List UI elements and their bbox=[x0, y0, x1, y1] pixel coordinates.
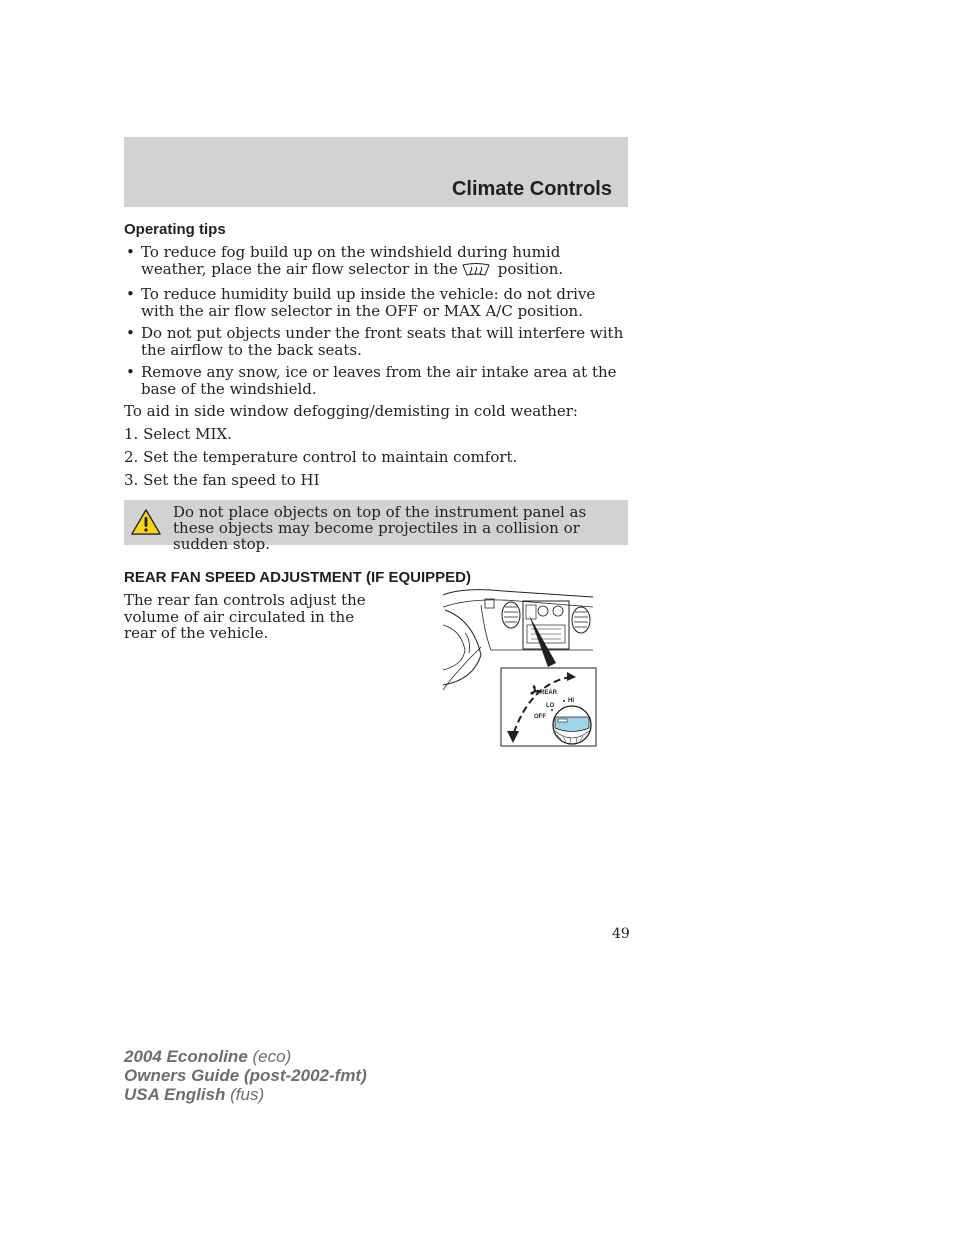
page-number: 49 bbox=[612, 926, 630, 942]
list-item: • To reduce humidity build up inside the vehicle: do not drive with the air flow selector in the OFF or MAX A/C position. bbox=[124, 286, 628, 320]
tip1-text-end: position. bbox=[497, 260, 564, 278]
lo-label: LO bbox=[546, 703, 555, 709]
warning-box bbox=[124, 500, 628, 553]
page-content bbox=[124, 221, 628, 648]
footer-language-code: (fus) bbox=[230, 1085, 265, 1104]
footer-model-code: (eco) bbox=[252, 1047, 292, 1066]
defog-intro: To aid in side window defogging/demisting in cold weather: bbox=[124, 402, 578, 420]
rear-label: REAR bbox=[540, 690, 558, 696]
footer-language: USA English bbox=[124, 1085, 226, 1104]
hi-label: HI bbox=[568, 698, 574, 704]
step-2: 2. Set the temperature control to maintain comfort. bbox=[124, 448, 518, 466]
footer-model: 2004 Econoline bbox=[124, 1047, 248, 1066]
list-item: • Do not put objects under the front seats that will interfere with the airflow to the back seats. bbox=[124, 325, 628, 359]
off-label: OFF bbox=[534, 714, 546, 720]
rear-fan-control-illustration bbox=[443, 585, 598, 750]
footer-guide: Owners Guide (post-2002-fmt) bbox=[124, 1066, 367, 1085]
tips-list bbox=[124, 244, 628, 398]
warning-text: Do not place objects on top of the instrument panel as these objects may become projectiles in a collision or sudden stop. bbox=[173, 503, 587, 553]
operating-tips-heading: Operating tips bbox=[124, 221, 226, 238]
page-title: Climate Controls bbox=[451, 178, 612, 200]
warning-triangle-icon bbox=[130, 508, 162, 540]
header-band bbox=[124, 137, 628, 207]
step-3: 3. Set the fan speed to HI bbox=[124, 471, 320, 489]
footer bbox=[124, 1047, 367, 1104]
list-item: • Remove any snow, ice or leaves from the air intake area at the base of the windshield. bbox=[124, 364, 628, 398]
tip1-text: To reduce fog build up on the windshield during humid weather, place the air flow selector in the bbox=[141, 243, 561, 278]
rear-fan-body: The rear fan controls adjust the volume of air circulated in the rear of the vehicle. bbox=[124, 591, 366, 642]
defog-steps bbox=[124, 426, 628, 489]
list-item bbox=[124, 244, 628, 281]
step-1: 1. Select MIX. bbox=[124, 425, 232, 443]
defrost-icon bbox=[462, 263, 490, 281]
rear-fan-heading: REAR FAN SPEED ADJUSTMENT (IF EQUIPPED) bbox=[124, 569, 471, 586]
